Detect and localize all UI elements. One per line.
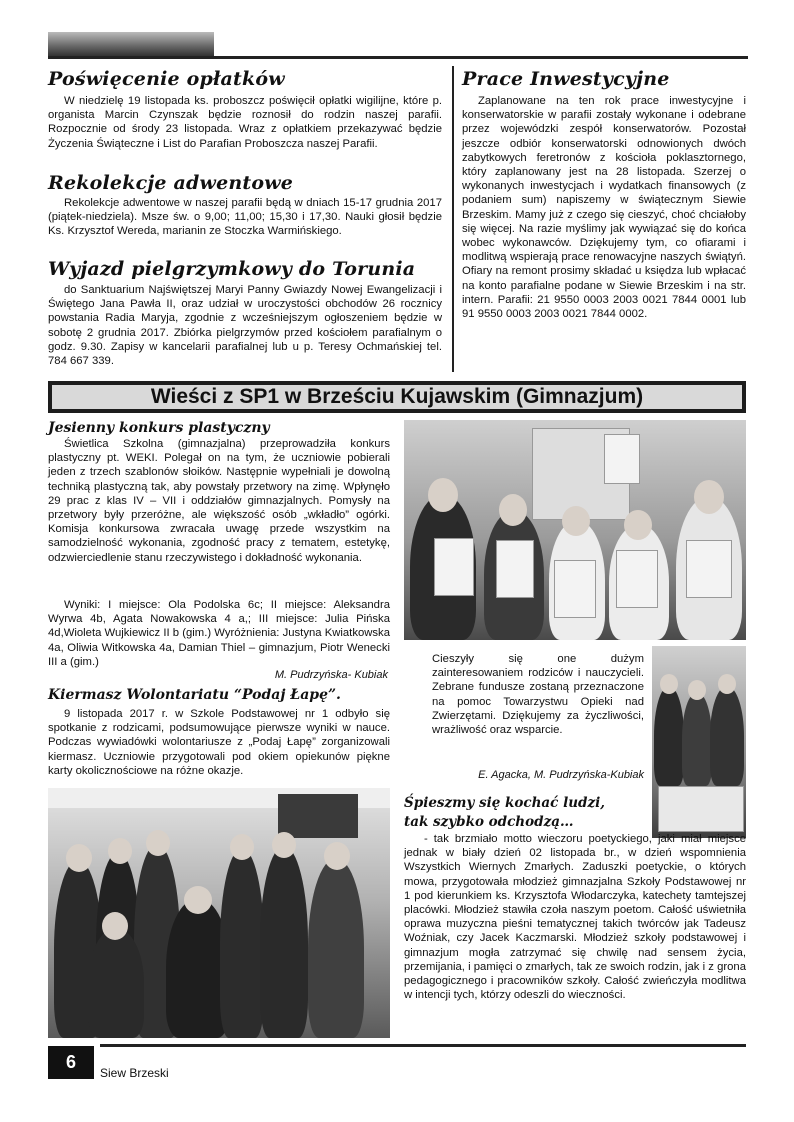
section-text-oplatki: W niedzielę 19 listopada ks. proboszcz poświęcił opłatki wigilijne, które p. organista Marcin Czynszak będzie roznosił do rodzin naszej parafii. Rozpocznie od środy 23 listopada. Wraz z opłatkiem przekazywać będzie Życzenia Świąteczne i List do Parafian Proboszcza naszej Parafii. (48, 95, 442, 150)
footer-rule (100, 1044, 746, 1047)
contest-text: Świetlica Szkolna (gimnazjalna) przeprowadziła konkurs plastyczny pt. WEKI. Polegał on na tym, że uczniowie pobierali jeden z trzech szablonów słoików. Następnie wypełniali je dowolną techniką plastyczną tak, aby powstały przetwory na zimę. Wpłynęło 29 prac z klas IV – VII i oddziałów gimnazjalnych. Pomysły na przetwory były przeróżne, ale większość osób „wkładło” ogórki. Komisja konkursowa zwracała uwagę przede wszystkim na samodzielność wykonania, zgodność pracy z tematem, estetykę, odzwierciedlenie stanu rzeczywistego i dokładność wykonania. (48, 438, 390, 564)
section-text-prace: Zaplanowane na ten rok prace inwestycyjne i konserwatorskie w parafii zostały wykonane i odebrane przez wojewódzki zespół konserwatorów. Pozostał jeszcze odbiór konserwatorski odnowionych dwóch zabytkowych feretronów z kościoła poklasztornego, który zaplanowany jest na 28 listopada. Szerzej o wykonanych inwestycjach i wydatkach finansowych (z podaniem sum) napiszemy w świątecznym Siewie Brzeskim. Mamy już z czego się cieszyć, choć chciałoby się więcej. Na razie myślimy jak wywiązać się do końca wobec wykonawców. Dziękujemy tym, co ofiarami i modlitwą wspierają prace renowacyjne naszych świątyń. Ofiary na remont prosimy składać u księdza lub wpłacać na konto parafialne podane w Siewie Brzeskim i na str. intern. Parafii: 21 9550 0003 2003 0021 7844 0001 lub 91 9550 0003 2003 0021 7844 0002. (462, 95, 746, 321)
fair-title: Kiermasz Wolontariatu “Podaj Łapę”. (48, 687, 341, 703)
section-title-torun: Wyjazd pielgrzymkowy do Torunia (48, 258, 416, 280)
poetry-text: - tak brzmiało motto wieczoru poetyckiego, jaki miał miejsce jednak w biały dzień 02 listopada br., w dzień wspomnienia Wszystkich Wiernych Zmarłych. Zaduszki poetyckie, o których mowa, przygotowała młodzież gimnazjalna Szkoły Podstawowej nr 1 pod kierunkiem ks. Krzysztofa Włodarczyka, katechety tamtejszej placówki. Młodzież stawiła czoła naszym poetom. Całość uświetniła oprawa muzyczna pieśni tematycznej takich twórców jak Tadeusz Woźniak, czy Jacek Kaczmarski. Młodzież szkoły podstawowej i gimnazjum mogła zatrzymać się chwilę nad sensem życia, przemijania, i pamięci o zmarłych, tak ze swoich rodzin, jak i z grona pedagogicznego i pracowników szkoły. Całość zwieńczyła modlitwa w intencji tych, którzy odeszli do wieczności. (404, 833, 746, 1002)
fair-author: E. Agacka, M. Pudrzyńska-Kubiak (478, 769, 644, 781)
fair-kiosk-photo (652, 646, 746, 838)
section-title-oplatki: Poświęcenie opłatków (48, 68, 285, 90)
contest-winners-photo (404, 420, 746, 640)
fair-text-continued: Cieszyły się one dużym zainteresowaniem rodziców i nauczycieli. Zebrane fundusze zostaną przeznaczone na pomoc Towarzystwu Opieki nad Zwierzętami. Dziękujemy za życzliwości, wrażliwość oraz wsparcie. (432, 653, 644, 737)
footer-publication-title: Siew Brzeski (100, 1066, 169, 1080)
section-title-rekolekcje: Rekolekcje adwentowe (48, 172, 294, 194)
banner-title: Wieści z SP1 w Brześciu Kujawskim (Gimnazjum) (52, 385, 742, 409)
contest-author: M. Pudrzyńska- Kubiak (274, 669, 388, 681)
section-text-torun: do Sanktuarium Najświętszej Maryi Panny Gwiazdy Nowej Ewangelizacji i Świętego Jana Pawła II, oraz udział w uroczystości obchodów 26 rocznicy powstania Radia Maryja, zgodnie z wcześniejszym ogłoszeniem będzie w sobotę 2 grudnia 2017. Zbiórka pielgrzymów przed kościołem parafialnym o godz. 9.30. Zapisy w kancelarii parafialnej lub u p. Teresy Ochmańskiej tel. 784 667 339. (48, 284, 442, 368)
poetry-title-line1: Śpieszmy się kochać ludzi, (404, 795, 605, 811)
header-rule (48, 56, 748, 59)
poetry-title-line2: tak szybko odchodzą… (404, 814, 574, 830)
fair-text: 9 listopada 2017 r. w Szkole Podstawowej nr 1 odbyło się spotkanie z rodzicami, podsumowujące pierwsze wyniki w nauce. Podczas wywiadówki wolontariusze z „Podaj Łapę” zorganizowali kiermasz. Uczniowie przygotowali pod okiem opiekunów piękne karty okolicznościowe na różne okazje. (48, 708, 390, 777)
page-number: 6 (48, 1046, 94, 1079)
column-divider (452, 66, 454, 372)
header-photo-strip (48, 32, 214, 56)
contest-results: Wyniki: I miejsce: Ola Podolska 6c; II miejsce: Aleksandra Wyrwa 4b, Agata Nowakowska 4 a,; III miejsce: Julia Pińska 4d,Wioleta Wujkiewicz II b (gim.) Wyróżnienia: Justyna Kwiatkowska 4a, Oliwia Witkowska 4a, Damian Thiel – gimnazjum, Piotr Wenecki III a (gim.) (48, 599, 390, 668)
section-banner (48, 381, 746, 413)
section-title-prace: Prace Inwestycyjne (462, 68, 670, 90)
contest-title: Jesienny konkurs plastyczny (48, 420, 270, 436)
section-text-rekolekcje: Rekolekcje adwentowe w naszej parafii będą w dniach 15-17 grudnia 2017 (piątek-niedziela). Msze św. o 9,00; 11,00; 15,30 i 17,30. Nauki głosił będzie Ks. Krzysztof Wereda, marianin ze Stoczka Warmińskiego. (48, 197, 442, 238)
poetry-group-photo (48, 788, 390, 1038)
